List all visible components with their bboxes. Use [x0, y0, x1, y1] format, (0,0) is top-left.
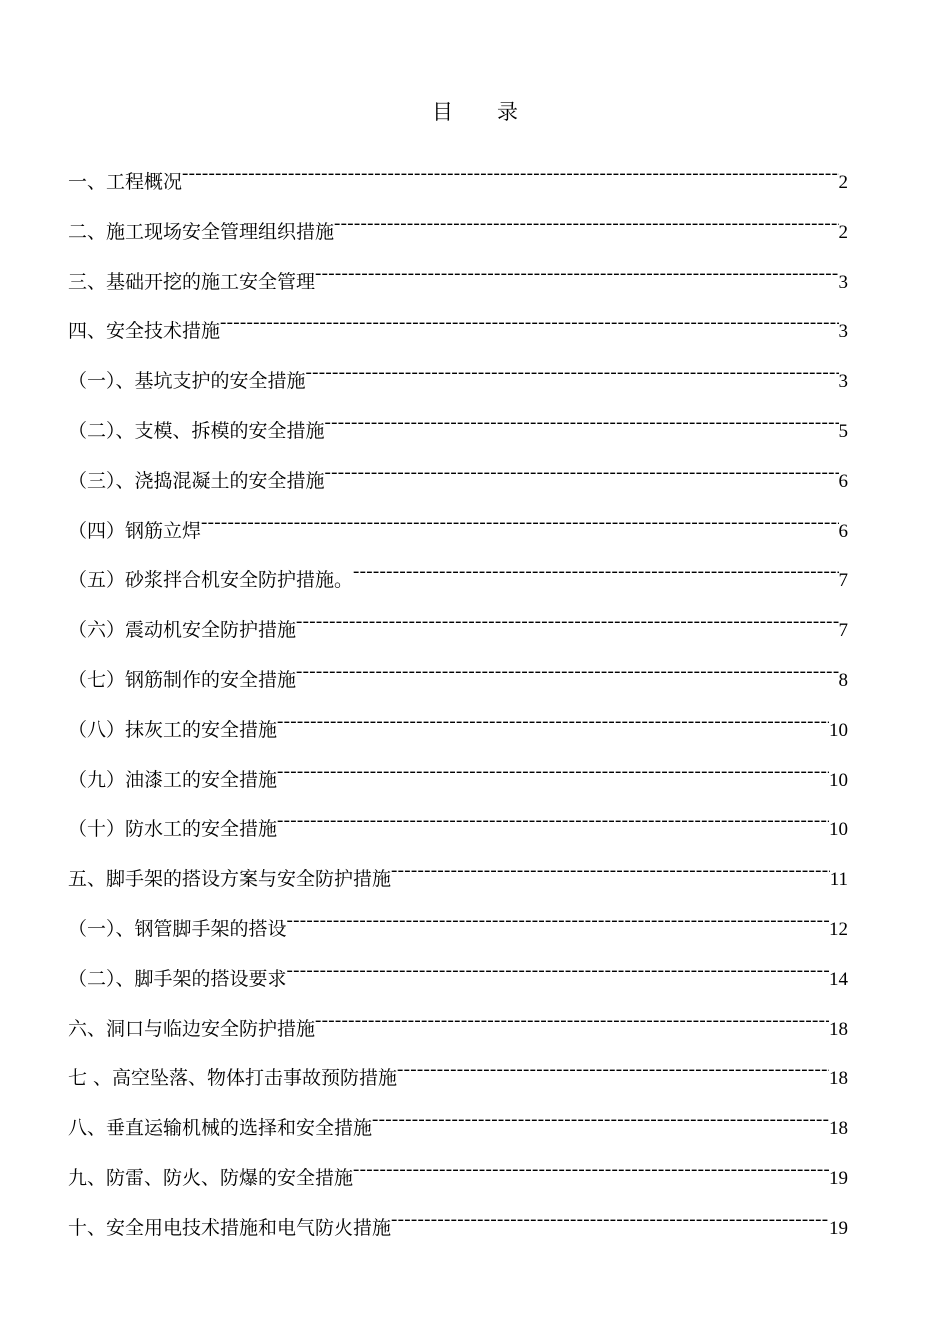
toc-page-number: 6 — [838, 470, 848, 492]
toc-entry[interactable] — [68, 857, 848, 907]
toc-dot-leader — [353, 1156, 829, 1184]
toc-page-number: 19 — [829, 1217, 848, 1239]
toc-dot-leader — [277, 758, 829, 786]
toc-entry[interactable] — [68, 359, 848, 409]
table-of-contents — [68, 160, 848, 1256]
toc-entry[interactable] — [68, 807, 848, 857]
toc-dot-leader — [397, 1056, 829, 1084]
toc-dot-leader — [296, 658, 838, 686]
toc-page-number: 11 — [829, 869, 848, 891]
toc-entry-label: （六）震动机安全防护措施 — [68, 619, 297, 642]
toc-page-number: 10 — [829, 769, 848, 791]
toc-entry-label: 六、洞口与临边安全防护措施 — [68, 1017, 316, 1040]
toc-entry[interactable] — [68, 509, 848, 559]
toc-page-number: 2 — [838, 172, 848, 193]
toc-dot-leader — [296, 608, 838, 636]
page-title-char-1: 目 — [432, 100, 453, 124]
toc-page-number: 18 — [829, 1018, 848, 1040]
toc-dot-leader — [353, 558, 838, 586]
toc-entry-label: 五、脚手架的搭设方案与安全防护措施 — [68, 868, 392, 891]
toc-entry-label: （一）、基坑支护的安全措施 — [68, 370, 306, 393]
toc-dot-leader — [391, 857, 830, 885]
toc-entry[interactable] — [68, 1106, 848, 1156]
toc-page-number: 19 — [829, 1167, 848, 1189]
toc-dot-leader — [325, 409, 839, 437]
toc-dot-leader — [277, 807, 829, 835]
toc-page-number: 5 — [838, 420, 848, 442]
toc-dot-leader — [315, 260, 838, 288]
toc-entry[interactable] — [68, 758, 848, 808]
toc-page-number: 12 — [829, 918, 848, 940]
toc-entry[interactable] — [68, 309, 848, 359]
toc-entry-label: （九）油漆工的安全措施 — [68, 768, 278, 791]
toc-entry[interactable] — [68, 558, 848, 608]
toc-entry[interactable] — [68, 658, 848, 708]
toc-entry-label: （八）抹灰工的安全措施 — [68, 718, 278, 741]
toc-dot-leader — [287, 957, 829, 985]
toc-page-number: 10 — [829, 819, 848, 841]
toc-entry-label: （二）、脚手架的搭设要求 — [68, 967, 287, 990]
toc-dot-leader — [182, 160, 838, 188]
toc-page-number: 18 — [829, 1118, 848, 1140]
toc-entry-label: 七 、高空坠落、物体打击事故预防措施 — [68, 1067, 398, 1090]
toc-page-number: 3 — [838, 271, 848, 293]
toc-dot-leader — [277, 708, 829, 736]
toc-entry[interactable] — [68, 409, 848, 459]
toc-entry-label: （二）、支模、拆模的安全措施 — [68, 419, 325, 442]
toc-page-number: 14 — [829, 968, 848, 990]
toc-entry-label: 二、施工现场安全管理组织措施 — [68, 220, 335, 243]
toc-entry-label: 一、工程概况 — [68, 171, 183, 193]
toc-entry[interactable] — [68, 160, 848, 210]
toc-entry[interactable] — [68, 957, 848, 1007]
toc-page-number: 8 — [838, 669, 848, 691]
toc-entry[interactable] — [68, 1156, 848, 1206]
page-title — [0, 96, 950, 126]
toc-dot-leader — [315, 1007, 829, 1035]
toc-page-number: 7 — [838, 570, 848, 592]
toc-page-number: 3 — [838, 321, 848, 343]
toc-dot-leader — [325, 459, 839, 487]
page-title-char-2: 录 — [497, 100, 518, 124]
toc-dot-leader — [334, 210, 838, 238]
toc-page-number: 7 — [838, 620, 848, 642]
toc-entry-label: （三）、浇捣混凝土的安全措施 — [68, 469, 325, 492]
toc-entry[interactable] — [68, 459, 848, 509]
toc-dot-leader — [220, 309, 838, 337]
toc-entry[interactable] — [68, 907, 848, 957]
toc-page-number: 2 — [838, 221, 848, 243]
toc-entry-label: 九、防雷、防火、防爆的安全措施 — [68, 1166, 354, 1189]
toc-page-number: 10 — [829, 719, 848, 741]
toc-page-number: 6 — [838, 520, 848, 542]
toc-entry-label: （一）、钢管脚手架的搭设 — [68, 917, 287, 940]
toc-entry-label: 十、安全用电技术措施和电气防火措施 — [68, 1216, 392, 1239]
toc-entry-label: （四）钢筋立焊 — [68, 519, 202, 542]
toc-entry-label: （七）钢筋制作的安全措施 — [68, 668, 297, 691]
toc-entry[interactable] — [68, 708, 848, 758]
toc-entry-label: 四、安全技术措施 — [68, 320, 221, 343]
toc-entry[interactable] — [68, 260, 848, 310]
toc-entry[interactable] — [68, 608, 848, 658]
toc-entry-label: （五）砂浆拌合机安全防护措施。 — [68, 569, 354, 592]
toc-dot-leader — [372, 1106, 829, 1134]
toc-dot-leader — [306, 359, 839, 387]
toc-entry[interactable] — [68, 1007, 848, 1057]
toc-dot-leader — [287, 907, 829, 935]
toc-dot-leader — [201, 509, 838, 537]
toc-entry-label: （十）防水工的安全措施 — [68, 818, 278, 841]
toc-entry[interactable] — [68, 1056, 848, 1106]
toc-entry[interactable] — [68, 210, 848, 260]
toc-entry-label: 三、基础开挖的施工安全管理 — [68, 270, 316, 293]
toc-page-number: 18 — [829, 1068, 848, 1090]
toc-dot-leader — [391, 1206, 829, 1234]
toc-entry-label: 八、垂直运输机械的选择和安全措施 — [68, 1117, 373, 1140]
toc-page-number: 3 — [838, 371, 848, 393]
toc-entry[interactable] — [68, 1206, 848, 1256]
